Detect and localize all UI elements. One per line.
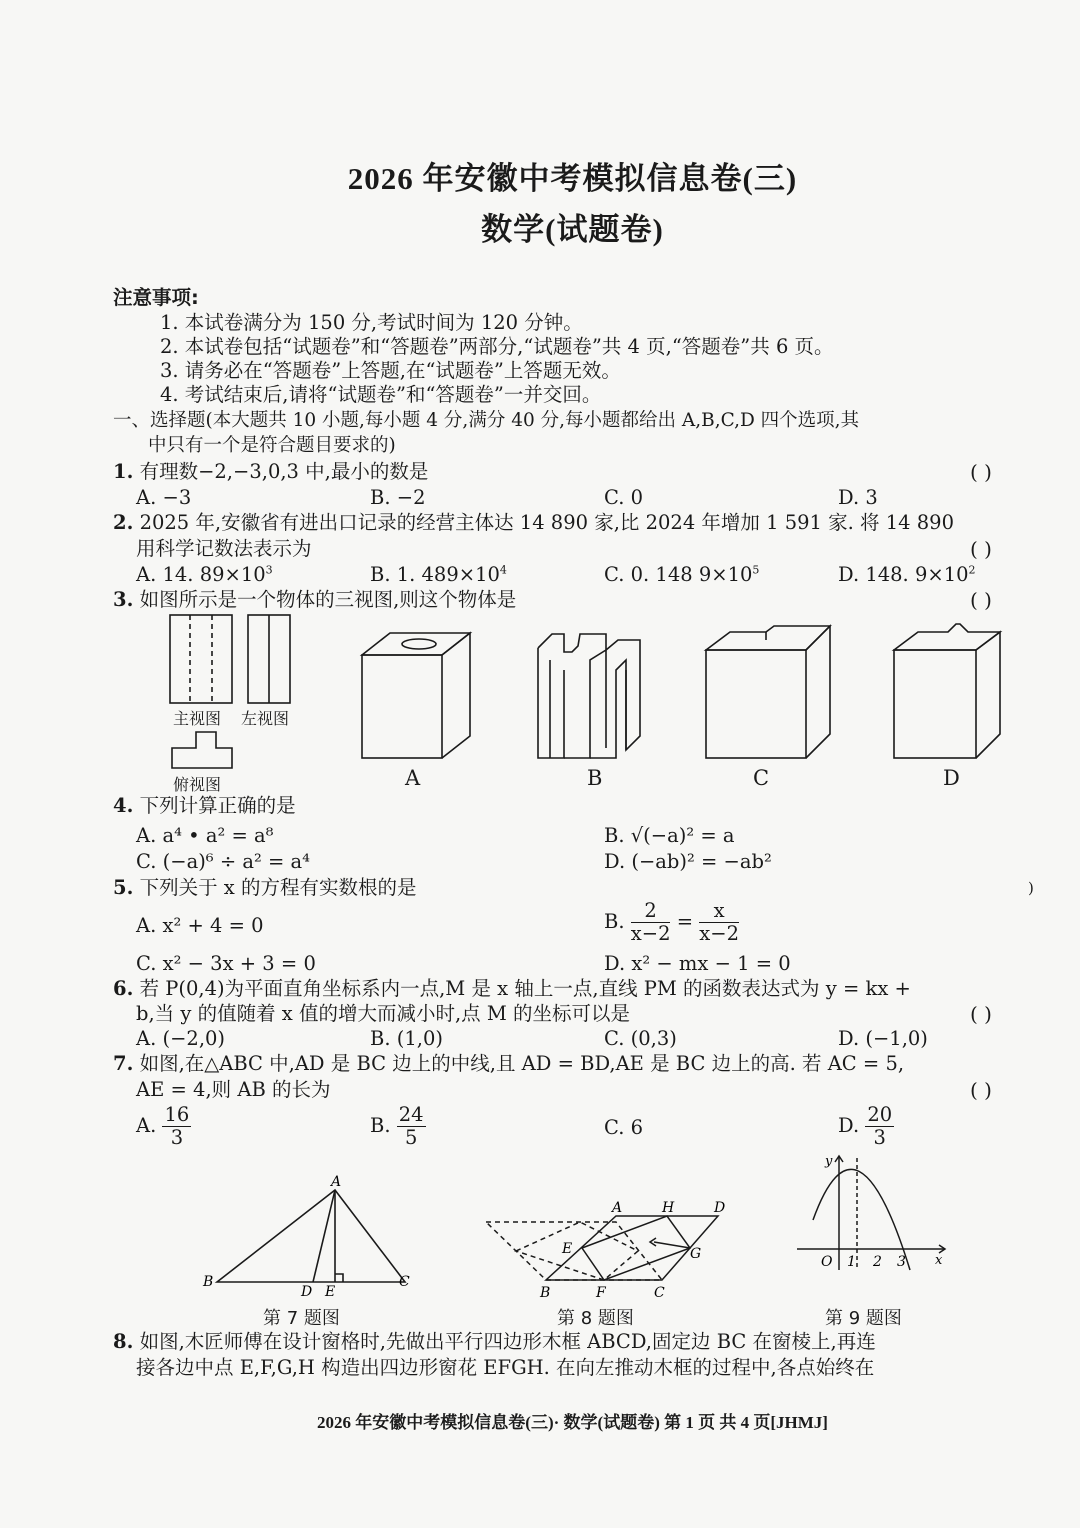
label-d: D [301,1284,313,1297]
label-h: H [662,1200,675,1216]
notice-item-4: 4. 考试结束后,请将“试题卷”和“答题卷”一并交回。 [160,383,602,406]
option-c: C. 6 [604,1116,644,1139]
denominator: 3 [873,1126,886,1149]
notice-item-1: 1. 本试卷满分为 150 分,考试时间为 120 分钟。 [160,311,583,334]
label-b: B [203,1274,214,1290]
option-b-text: B. 1. 489×10 [370,563,500,586]
option-d: D. (−ab)² = −ab² [604,850,772,873]
option-d: D. (−1,0) [838,1027,928,1050]
figure-8-caption: 第 8 题图 [557,1308,634,1329]
option-a [136,1104,191,1149]
denominator: 3 [170,1126,184,1149]
origin-label: O [821,1254,833,1270]
question-number: 5. [113,876,134,899]
question-number: 4. [113,794,134,817]
option-a-prefix: A. [136,1114,157,1137]
front-view [170,615,232,703]
option-c-text: C. 0. 148 9×10 [604,563,753,586]
equals-sign: = [676,910,694,933]
fraction [631,900,671,945]
figure-7-caption: 第 7 题图 [263,1308,340,1329]
solid-c [706,626,830,758]
question-text: 若 P(0,4)为平面直角坐标系内一点,M 是 x 轴上一点,直线 PM 的函数表达式为 y = kx + [139,977,911,1000]
top-view-label: 俯视图 [173,775,222,794]
label-e: E [325,1284,336,1297]
question-6 [113,977,911,1001]
solid-a [362,633,470,758]
option-b-label: B [587,766,603,790]
top-view [172,732,232,768]
section-heading-cont: 中只有一个是符合题目要求的) [148,435,396,456]
option-d-text: D. 148. 9×10 [838,563,969,586]
stray-mark: ) [1028,879,1034,897]
option-b-prefix: B. [604,910,625,933]
answer-paren: ( ) [970,1002,992,1026]
label-e: E [562,1241,573,1257]
question-number: 8. [113,1330,134,1353]
option-d [838,563,976,586]
option-a-label: A [405,766,421,790]
question-number: 6. [113,977,134,1000]
question-7 [113,1052,904,1076]
front-view-label: 主视图 [173,709,222,728]
label-g: G [690,1246,702,1262]
option-d [838,1104,894,1149]
question-8 [113,1330,876,1354]
option-a: A. x² + 4 = 0 [136,914,264,937]
question-1 [113,460,428,484]
numerator: 24 [398,1103,424,1126]
question-5 [113,876,416,900]
label-a: A [612,1200,623,1216]
fraction [699,900,739,945]
exam-title: 2026 年安徽中考模拟信息卷(三) [347,161,798,196]
question-text-cont: b,当 y 的值随着 x 值的增大而减小时,点 M 的坐标可以是 [136,1002,631,1025]
option-a: A. (−2,0) [136,1027,226,1050]
label-b: B [540,1285,551,1301]
exam-subtitle: 数学(试题卷) [481,212,664,247]
option-d-label: D [943,766,960,790]
question-2 [113,511,954,535]
figure-8 [478,1196,738,1301]
answer-paren: ( ) [970,588,992,612]
question-4 [113,794,296,818]
answer-paren: ( ) [970,537,992,561]
option-c: C. (−a)⁶ ÷ a² = a⁴ [136,850,310,873]
figure-7 [195,1172,425,1297]
option-b [604,900,739,945]
numerator: 16 [164,1103,190,1126]
question-number: 7. [113,1052,134,1075]
question-text: 下列计算正确的是 [139,794,296,817]
question-text-cont: 接各边中点 E,F,G,H 构造出四边形窗花 EFGH. 在向左推动木框的过程中,各点始终在 [136,1356,875,1379]
label-f: F [596,1285,606,1301]
solid-d [894,624,1000,758]
option-a: A. −3 [136,486,192,509]
label-c: C [399,1274,410,1290]
question-text: 下列关于 x 的方程有实数根的是 [139,876,417,899]
option-d: D. x² − mx − 1 = 0 [604,952,791,975]
label-a: A [331,1174,342,1190]
option-b: B. (1,0) [370,1027,443,1050]
fraction [162,1104,191,1149]
option-c-label: C [753,766,770,790]
notice-item-2: 2. 本试卷包括“试题卷”和“答题卷”两部分,“试题卷”共 4 页,“答题卷”共 6 页。 [160,335,834,358]
question-number: 3. [113,588,134,611]
option-b: B. −2 [370,486,426,509]
notice-item-3: 3. 请务必在“答题卷”上答题,在“试题卷”上答题无效。 [160,359,621,382]
option-b: B. √(−a)² = a [604,824,735,847]
tick-1: 1 [847,1254,856,1270]
question-text: 2025 年,安徽省有进出口记录的经营主体达 14 890 家,比 2024 年增加 1 591 家. 将 14 890 [139,511,954,534]
figure-9-caption: 第 9 题图 [825,1308,902,1329]
axis-y-label: y [825,1154,833,1169]
tick-3: 3 [897,1254,906,1270]
question-text-cont: AE = 4,则 AB 的长为 [136,1078,331,1101]
question-text-cont: 用科学记数法表示为 [136,537,312,560]
question-3 [113,588,516,612]
section-heading: 一、选择题(本大题共 10 小题,每小题 4 分,满分 40 分,每小题都给出 A,B,C,D 四个选项,其 [113,410,860,431]
solid-b [538,634,640,758]
notice-heading: 注意事项: [113,286,199,309]
option-c: C. 0 [604,486,644,509]
fraction [397,1104,426,1149]
page-footer: 2026 年安徽中考模拟信息卷(三)· 数学(试题卷) 第 1 页 共 4 页[JHMJ] [317,1413,828,1432]
exponent: 2 [968,563,976,577]
question-number: 2. [113,511,134,534]
tick-2: 2 [873,1254,882,1270]
option-a [136,563,273,586]
question-text: 如图所示是一个物体的三视图,则这个物体是 [139,588,517,611]
denominator: x−2 [630,922,671,945]
label-d: D [714,1200,726,1216]
option-b [370,563,507,586]
answer-paren: ( ) [970,1078,992,1102]
left-view-label: 左视图 [241,709,290,728]
option-a-text: A. 14. 89×10 [136,563,266,586]
answer-paren: ( ) [970,460,992,484]
denominator: 5 [404,1126,418,1149]
numerator: 2 [631,900,671,923]
numerator: 20 [867,1103,893,1126]
figure-9 [795,1150,955,1275]
question-text: 如图,在△ABC 中,AD 是 BC 边上的中线,且 AD = BD,AE 是 BC 边上的高. 若 AC = 5, [139,1052,905,1075]
exponent: 3 [265,563,273,577]
option-b [370,1104,426,1149]
question-text: 如图,木匠师傅在设计窗格时,先做出平行四边形木框 ABCD,固定边 BC 在窗棱上,再连 [139,1330,876,1353]
option-c: C. x² − 3x + 3 = 0 [136,952,316,975]
option-d: D. 3 [838,486,878,509]
fraction [865,1104,894,1149]
axis-x-label: x [935,1253,943,1268]
numerator: x [699,900,739,923]
exponent: 5 [752,563,760,577]
option-b-prefix: B. [370,1114,391,1137]
option-c: C. (0,3) [604,1027,677,1050]
exponent: 4 [499,563,507,577]
option-c [604,563,759,586]
option-a: A. a⁴ • a² = a⁸ [136,824,274,847]
question-number: 1. [113,460,134,483]
option-d-prefix: D. [838,1114,860,1137]
denominator: x−2 [699,922,739,945]
question-text: 有理数−2,−3,0,3 中,最小的数是 [139,460,429,483]
label-c: C [654,1285,665,1301]
